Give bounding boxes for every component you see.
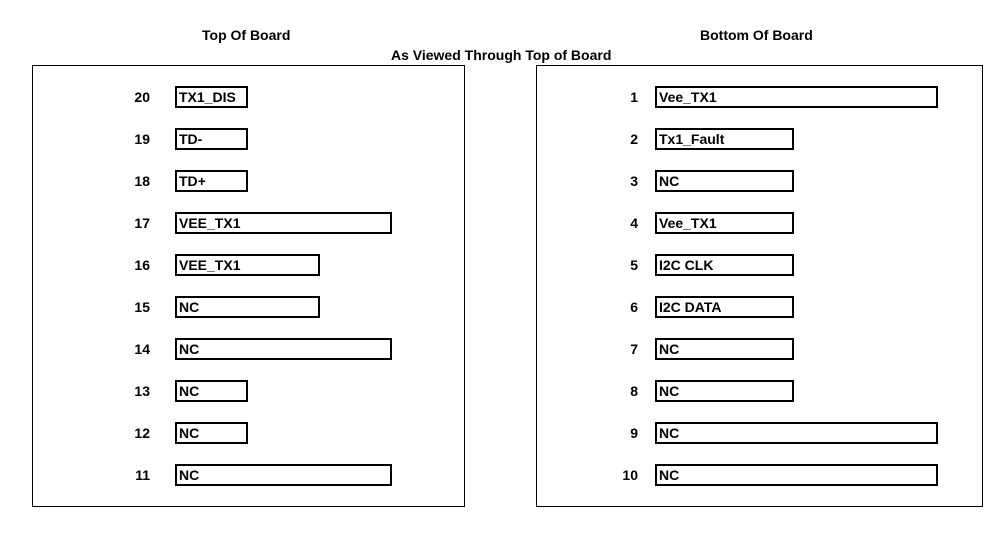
pin-number: 17 bbox=[134, 215, 150, 231]
pin-number: 1 bbox=[630, 89, 638, 105]
pin-number: 18 bbox=[134, 173, 150, 189]
top-of-board-panel bbox=[32, 65, 465, 507]
pin-label-box: NC bbox=[175, 338, 392, 360]
pin-number: 7 bbox=[630, 341, 638, 357]
pin-label-box: NC bbox=[655, 170, 794, 192]
pin-label-box: TD- bbox=[175, 128, 248, 150]
pin-label-box: NC bbox=[175, 422, 248, 444]
pin-label-box: TX1_DIS bbox=[175, 86, 248, 108]
pin-number: 14 bbox=[134, 341, 150, 357]
pin-label-box: TD+ bbox=[175, 170, 248, 192]
pin-label-box: I2C DATA bbox=[655, 296, 794, 318]
pin-number: 2 bbox=[630, 131, 638, 147]
pin-label-box: VEE_TX1 bbox=[175, 254, 320, 276]
pin-label-box: NC bbox=[655, 464, 938, 486]
pin-number: 4 bbox=[630, 215, 638, 231]
pin-number: 12 bbox=[134, 425, 150, 441]
pin-number: 11 bbox=[135, 467, 150, 483]
pin-number: 19 bbox=[134, 131, 150, 147]
pin-label-box: VEE_TX1 bbox=[175, 212, 392, 234]
pin-number: 5 bbox=[630, 257, 638, 273]
pin-label-box: NC bbox=[655, 338, 794, 360]
pin-label-box: NC bbox=[175, 380, 248, 402]
pin-label-box: NC bbox=[655, 422, 938, 444]
pin-label-box: I2C CLK bbox=[655, 254, 794, 276]
pin-label-box: NC bbox=[655, 380, 794, 402]
pin-label-box: NC bbox=[175, 464, 392, 486]
pin-number: 6 bbox=[630, 299, 638, 315]
pin-number: 8 bbox=[630, 383, 638, 399]
pin-label-box: Tx1_Fault bbox=[655, 128, 794, 150]
pin-number: 3 bbox=[630, 173, 638, 189]
pin-number: 9 bbox=[630, 425, 638, 441]
pin-label-box: NC bbox=[175, 296, 320, 318]
pin-label-box: Vee_TX1 bbox=[655, 86, 938, 108]
bottom-of-board-heading: Bottom Of Board bbox=[700, 27, 813, 43]
pin-number: 20 bbox=[134, 89, 150, 105]
top-of-board-heading: Top Of Board bbox=[202, 27, 291, 43]
pin-number: 13 bbox=[134, 383, 150, 399]
pin-number: 16 bbox=[134, 257, 150, 273]
pin-number: 10 bbox=[622, 467, 638, 483]
pin-number: 15 bbox=[134, 299, 150, 315]
view-note-heading: As Viewed Through Top of Board bbox=[391, 47, 612, 63]
pin-label-box: Vee_TX1 bbox=[655, 212, 794, 234]
